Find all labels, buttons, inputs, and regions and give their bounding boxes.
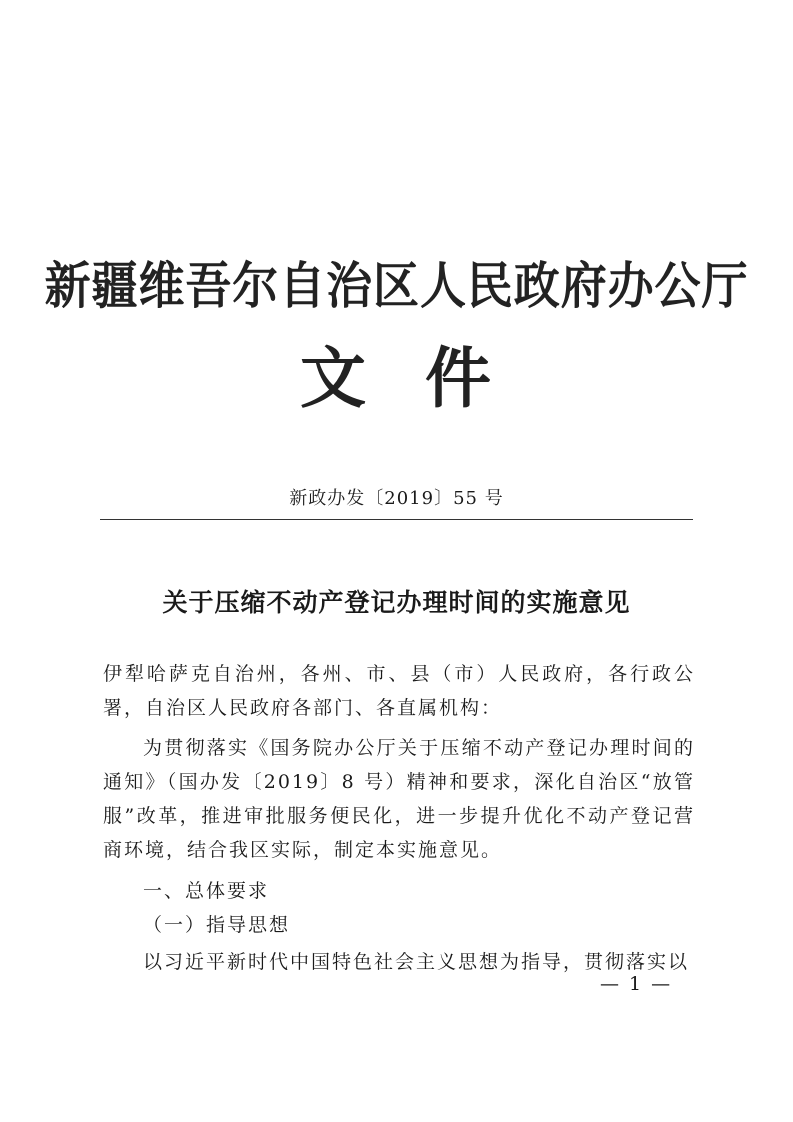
body-paragraph: 以习近平新时代中国特色社会主义思想为指导，贯彻落实以 xyxy=(143,951,690,973)
subsection-heading: （一）指导思想 xyxy=(143,914,291,936)
recipients-paragraph: 伊犁哈萨克自治州，各州、市、县（市）人民政府，各行政公署，自治区人民政府各部门、各直属机构： xyxy=(103,663,695,719)
issuing-body-heading: 新疆维吾尔自治区人民政府办公厅 xyxy=(44,256,749,315)
document-type-char-2: 件 xyxy=(425,339,491,417)
page-number: — 1 — xyxy=(600,973,673,995)
intro-paragraph: 为贯彻落实《国务院办公厅关于压缩不动产登记办理时间的通知》（国办发〔2019〕8 号）精神和要求，深化自治区“放管服”改革，推进审批服务便民化，进一步提升优化不动产登记营商环境，结合我区实际，制定本实施意见。 xyxy=(103,737,695,861)
document-title: 关于压缩不动产登记办理时间的实施意见 xyxy=(162,588,631,617)
section-heading: 一、总体要求 xyxy=(143,880,270,902)
document-number: 新政办发〔2019〕55 号 xyxy=(289,488,504,509)
header-divider xyxy=(100,519,693,520)
document-type-char-1: 文 xyxy=(300,339,366,417)
